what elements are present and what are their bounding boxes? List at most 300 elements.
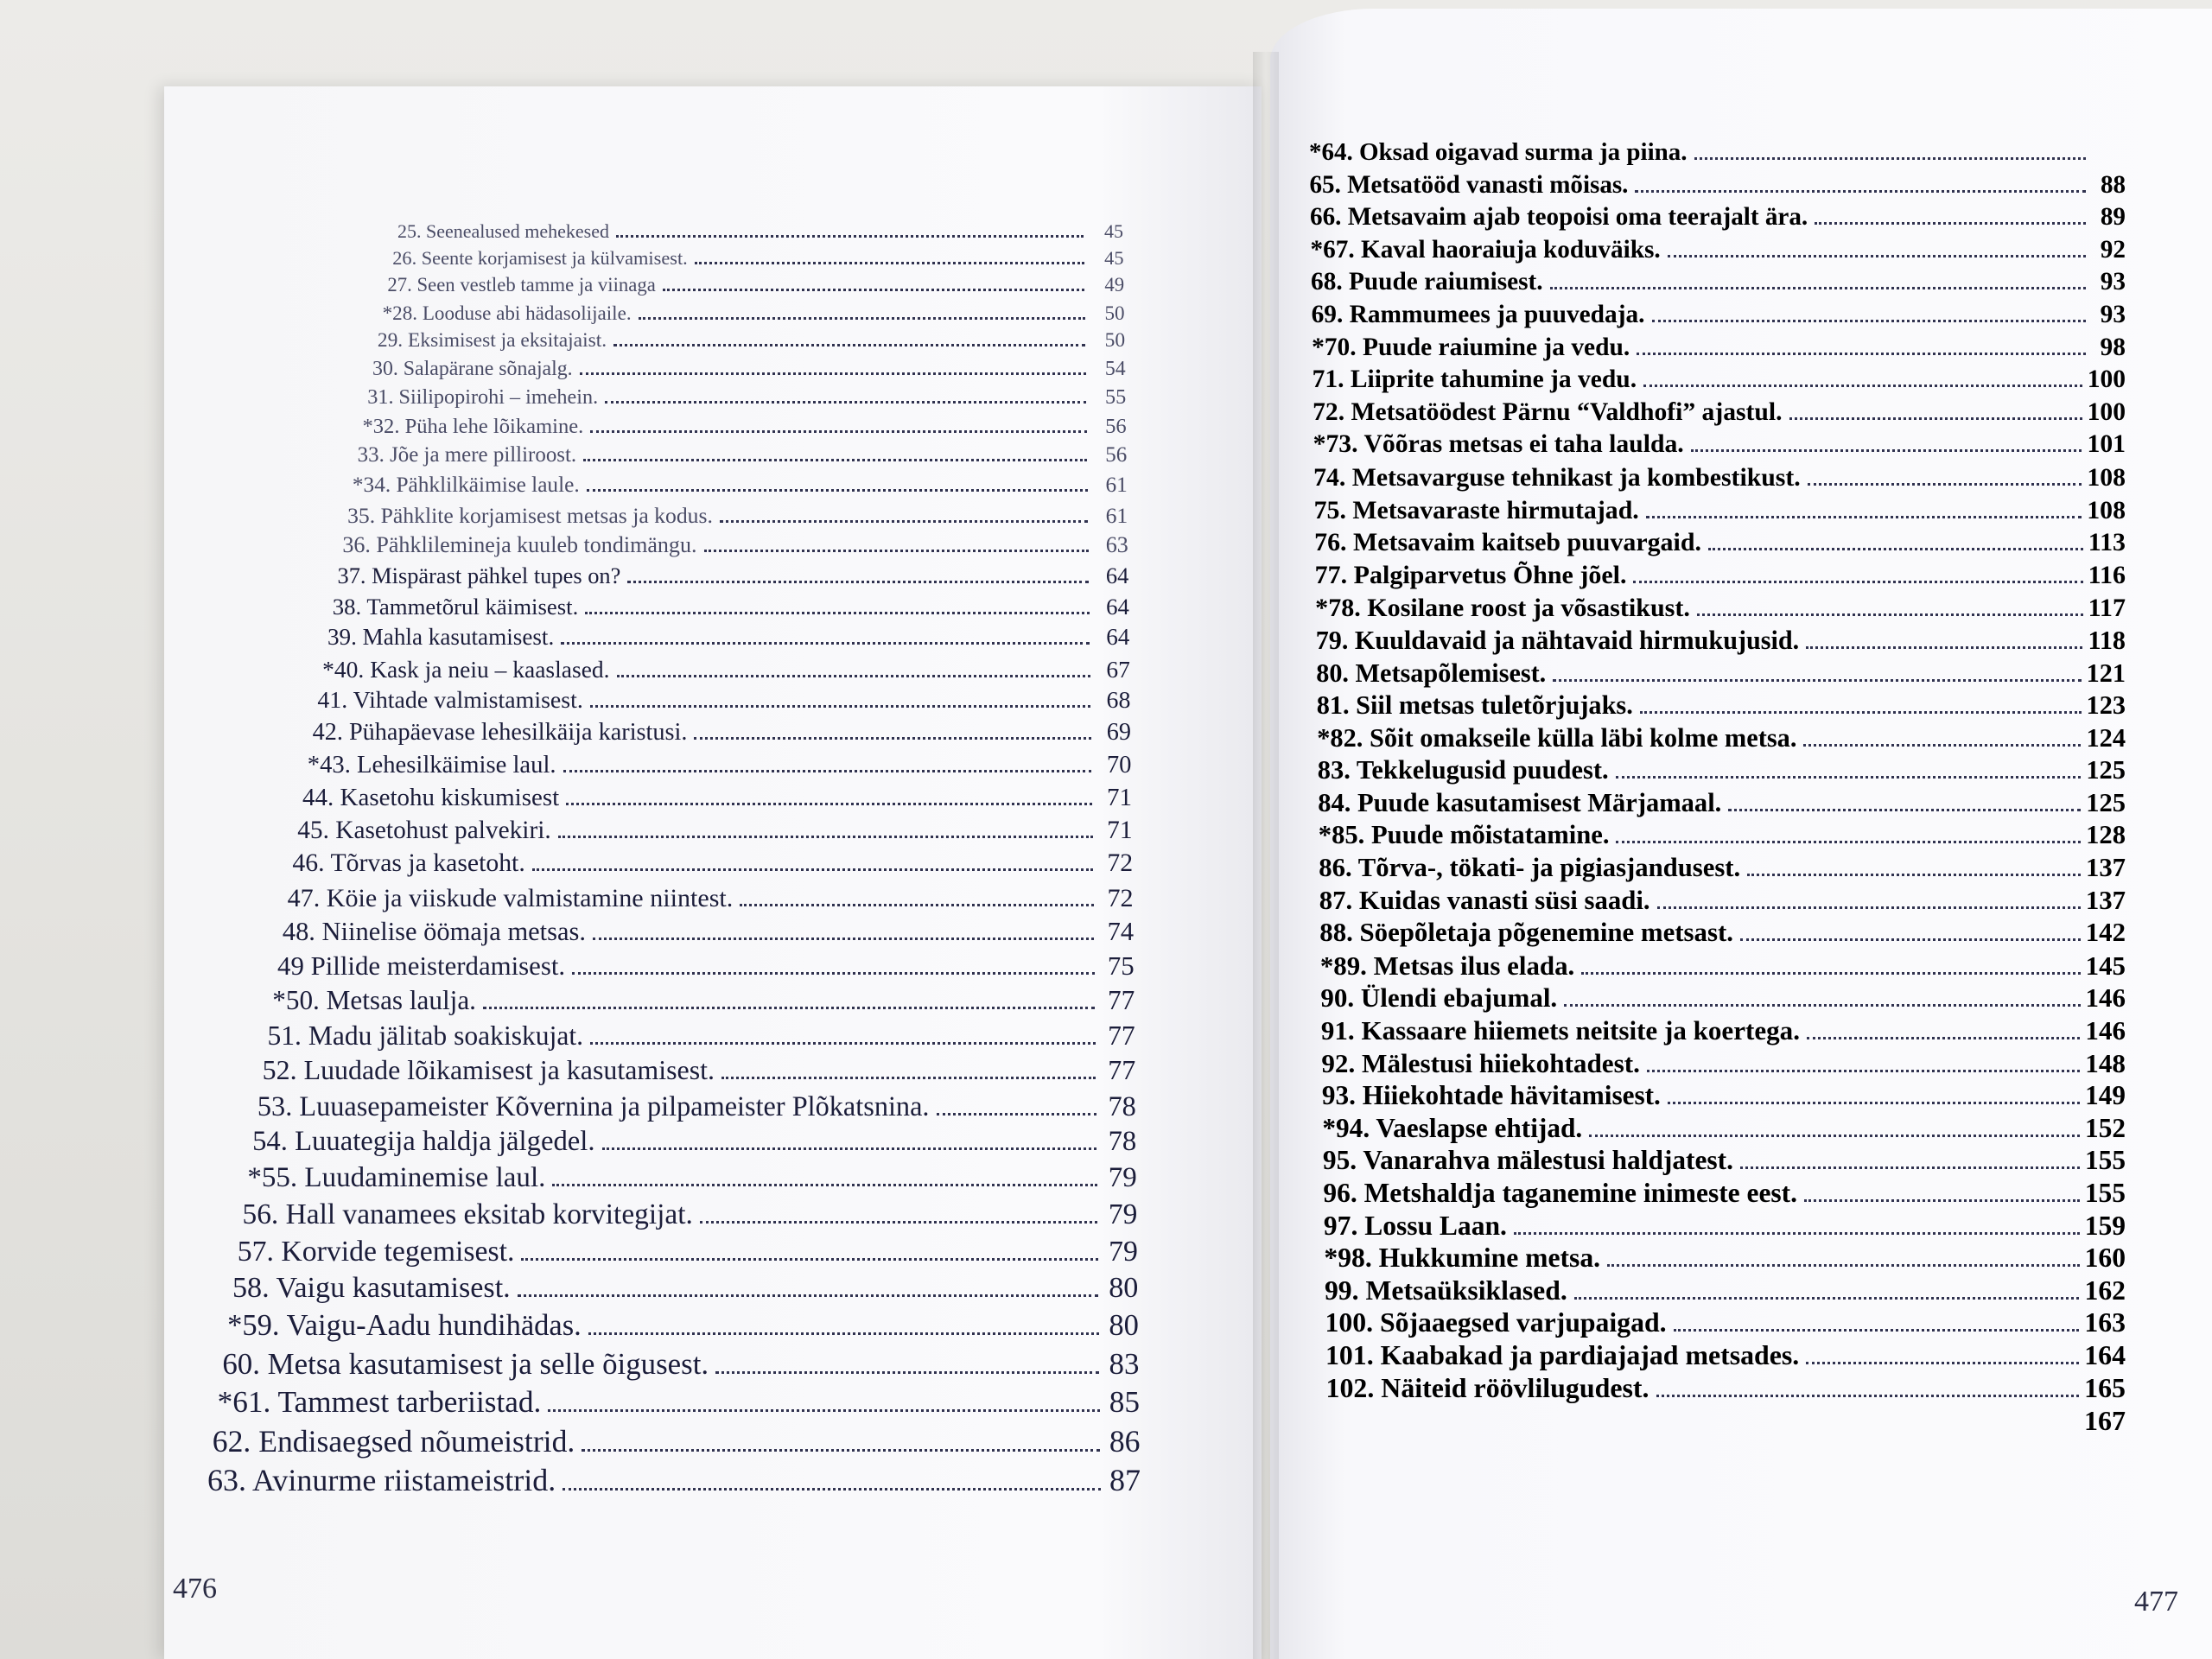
toc-entry — [199, 687, 1175, 719]
toc-entry — [199, 1090, 1175, 1126]
toc-entry-title: 29. Eksimisest ja eksitajaist. — [377, 329, 607, 353]
toc-entry-title: 38. Tammetõrul käimisest. — [332, 593, 579, 620]
toc-entry-page: 128 — [2086, 820, 2126, 850]
toc-entry — [1296, 365, 2126, 398]
toc-entry — [199, 220, 1175, 247]
toc-entry-page: 145 — [2085, 950, 2126, 981]
toc-entry-page: 113 — [2088, 528, 2126, 557]
dot-leader — [1740, 1166, 2080, 1169]
toc-entry-page: 55 — [1104, 385, 1127, 410]
dot-leader — [613, 344, 1085, 346]
toc-entry-title: 41. Vihtade valmistamisest. — [317, 687, 583, 715]
dot-leader — [548, 1409, 1100, 1412]
toc-entry — [1296, 1113, 2126, 1146]
toc-entry-title: 86. Tõrva-, tökati- ja pigiasjandusest. — [1319, 853, 1741, 883]
toc-entry-title: 31. Siilipopirohi – imehein. — [367, 385, 599, 410]
toc-entry — [199, 415, 1175, 444]
toc-entry-page: 77 — [1108, 1055, 1136, 1086]
toc-entry-title: 92. Mälestusi hiiekohtadest. — [1321, 1047, 1640, 1078]
toc-entry — [1296, 1080, 2126, 1113]
dot-leader — [1646, 516, 2082, 518]
toc-entry-page: 49 — [1104, 274, 1125, 296]
toc-entry-page: 79 — [1109, 1235, 1138, 1268]
toc-entry — [1296, 788, 2126, 821]
toc-entry-page: 125 — [2086, 787, 2126, 817]
dot-leader — [1607, 1264, 2080, 1267]
toc-entry — [1296, 301, 2126, 334]
toc-entry-title: 84. Puude kasutamisest Märjamaal. — [1318, 787, 1722, 817]
toc-entry-page: 71 — [1107, 816, 1133, 844]
toc-entry-page: 87 — [1109, 1462, 1141, 1497]
toc-entry-title: 99. Metsaüksiklased. — [1324, 1274, 1567, 1306]
toc-entry-title: 51. Madu jälitab soakiskujat. — [267, 1020, 584, 1051]
dot-leader — [590, 430, 1086, 433]
dot-leader — [1574, 1297, 2080, 1300]
dot-leader — [1640, 711, 2082, 714]
toc-entry-page: 159 — [2084, 1210, 2126, 1241]
toc-entry-page: 123 — [2086, 690, 2126, 721]
toc-entry-page: 146 — [2085, 982, 2126, 1014]
toc-entry-page: 88 — [2100, 170, 2126, 199]
toc-entry-page: 108 — [2087, 495, 2126, 524]
dot-leader — [937, 1113, 1096, 1116]
dot-leader — [582, 1449, 1100, 1452]
toc-entry-page: 142 — [2085, 918, 2126, 948]
toc-entry-title: *98. Hukkumine metsa. — [1324, 1243, 1601, 1274]
toc-entry — [1296, 593, 2126, 626]
toc-entry-title: 57. Korvide tegemisest. — [237, 1235, 515, 1268]
toc-entry — [199, 784, 1175, 817]
toc-entry-page: 116 — [2088, 560, 2126, 589]
toc-entry-title: 93. Hiiekohtade hävitamisest. — [1321, 1080, 1661, 1111]
dot-leader — [627, 581, 1089, 583]
toc-entry — [1296, 203, 2126, 236]
dot-leader — [1808, 483, 2082, 486]
toc-entry — [1296, 1275, 2126, 1308]
toc-entry-page: 70 — [1106, 751, 1132, 779]
toc-entry-page: 71 — [1107, 783, 1132, 811]
toc-entry — [1296, 1405, 2126, 1438]
toc-entry — [199, 751, 1175, 784]
toc-entry — [1296, 528, 2126, 561]
dot-leader — [593, 938, 1094, 940]
toc-entry — [199, 443, 1175, 473]
dot-leader — [1553, 679, 2081, 682]
toc-entry-page: 77 — [1107, 985, 1135, 1016]
toc-entry-title: 54. Luuategija haldja jälgedel. — [252, 1126, 595, 1158]
toc-entry-title: 39. Mahla kasutamisest. — [327, 624, 555, 651]
toc-entry-title: 33. Jõe ja mere pilliroost. — [357, 443, 577, 467]
dot-leader — [483, 1007, 1095, 1009]
toc-entry-page: 79 — [1108, 1162, 1137, 1194]
toc-entry-title: *67. Kaval haoraiuja koduväiks. — [1310, 235, 1661, 264]
dot-leader — [1656, 1395, 2080, 1397]
toc-entry-title: 56. Hall vanamees eksitab korvitegijat. — [242, 1198, 693, 1231]
toc-entry-page: 155 — [2084, 1145, 2126, 1176]
toc-entry-title: 97. Lossu Laan. — [1323, 1210, 1507, 1241]
toc-entry-title: 46. Tõrvas ja kasetoht. — [292, 849, 525, 878]
toc-entry-title: 91. Kassaare hiiemets neitsite ja koertega. — [1320, 1015, 1800, 1046]
toc-entry-page: 108 — [2087, 462, 2126, 492]
toc-entry — [1296, 820, 2126, 853]
toc-entry-page: 165 — [2084, 1372, 2126, 1403]
dot-leader — [572, 972, 1095, 975]
dot-leader — [558, 836, 1093, 838]
toc-entry-page: 125 — [2086, 755, 2126, 785]
toc-entry-page: 64 — [1106, 593, 1129, 620]
toc-entry-page: 124 — [2086, 722, 2126, 753]
toc-entry-title: 49 Pillide meisterdamisest. — [277, 950, 566, 981]
dot-leader — [552, 1184, 1096, 1186]
toc-entry — [199, 1272, 1175, 1309]
toc-entry — [1296, 138, 2126, 171]
dot-leader — [1589, 1135, 2080, 1137]
left-contents-list — [199, 220, 1175, 1501]
toc-entry-page: 80 — [1109, 1309, 1139, 1343]
dot-leader — [1635, 190, 2086, 193]
toc-entry — [199, 849, 1175, 883]
toc-entry-page: 79 — [1108, 1198, 1138, 1231]
toc-entry — [1296, 690, 2126, 723]
toc-entry-title: 87. Kuidas vanasti süsi saadi. — [1319, 885, 1650, 915]
toc-entry — [199, 624, 1175, 655]
toc-entry — [1296, 658, 2126, 691]
toc-entry-page: 50 — [1104, 329, 1126, 353]
toc-entry-page: 78 — [1108, 1090, 1136, 1122]
toc-entry — [1296, 1015, 2126, 1048]
toc-entry-page: 148 — [2085, 1047, 2126, 1078]
toc-entry-page: 50 — [1104, 302, 1125, 325]
toc-entry-title: *70. Puude raiumine ja vedu. — [1312, 333, 1630, 361]
toc-entry-page: 78 — [1108, 1126, 1137, 1158]
toc-entry — [199, 951, 1175, 986]
dot-leader — [1668, 1102, 2080, 1104]
toc-entry-page: 63 — [1105, 532, 1128, 558]
toc-entry-title: 75. Metsavaraste hirmutajad. — [1313, 495, 1639, 524]
toc-entry — [1296, 268, 2126, 301]
toc-entry — [1296, 1211, 2126, 1243]
toc-entry-title: *40. Kask ja neiu – kaaslased. — [322, 655, 610, 683]
toc-entry-title: 65. Metsatööd vanasti mõisas. — [1309, 170, 1629, 199]
toc-entry — [1296, 334, 2126, 366]
toc-entry-page: 160 — [2084, 1243, 2126, 1274]
toc-entry-title: 66. Metsavaim ajab teopoisi oma teerajalt ära. — [1310, 203, 1808, 232]
dot-leader — [602, 1147, 1097, 1150]
toc-entry — [199, 532, 1175, 563]
toc-entry — [1296, 171, 2126, 204]
toc-entry-page: 152 — [2085, 1112, 2126, 1143]
toc-entry-title: 100. Sõjaaegsed varjupaigad. — [1325, 1307, 1667, 1338]
toc-entry-title: 60. Metsa kasutamisest ja selle õigusest. — [222, 1346, 709, 1381]
toc-entry-title: 47. Köie ja viiskude valmistamine niintest. — [287, 882, 734, 912]
toc-entry-title: 90. Ülendi ebajumal. — [1320, 982, 1558, 1014]
toc-entry-title: 77. Palgiparvetus Õhne jõel. — [1314, 560, 1627, 589]
toc-entry — [199, 1020, 1175, 1056]
toc-entry-title: 76. Metsavaim kaitseb puuvargaid. — [1314, 528, 1701, 557]
toc-entry — [199, 1162, 1175, 1198]
dot-leader — [694, 737, 1091, 740]
toc-entry-title: 30. Salapärane sõnajalg. — [372, 357, 573, 380]
toc-entry — [199, 917, 1175, 950]
toc-entry-page: 98 — [2100, 333, 2126, 361]
toc-entry — [1296, 1178, 2126, 1211]
dot-leader — [1514, 1232, 2080, 1235]
toc-entry-title: *50. Metsas laulja. — [272, 985, 476, 1016]
toc-entry — [199, 1055, 1175, 1090]
right-contents-list — [1296, 138, 2126, 1438]
toc-entry — [1296, 236, 2126, 269]
dot-leader — [616, 235, 1084, 238]
toc-entry — [1296, 1373, 2126, 1406]
dot-leader — [518, 1294, 1099, 1297]
toc-entry — [199, 1462, 1175, 1501]
toc-entry — [1296, 1048, 2126, 1081]
toc-entry — [199, 302, 1175, 329]
toc-entry-page: 118 — [2088, 625, 2126, 655]
toc-entry — [199, 985, 1175, 1020]
toc-entry — [1296, 1307, 2126, 1340]
toc-entry-title: 52. Luudade lõikamisest ja kasutamisest. — [262, 1055, 715, 1086]
toc-entry-page: 86 — [1109, 1424, 1141, 1459]
toc-entry-title: *34. Pähklilkäimise laule. — [352, 473, 580, 498]
dot-leader — [1550, 287, 2086, 289]
toc-entry-title: *43. Lehesilkäimise laul. — [307, 751, 556, 779]
toc-entry-title: *85. Puude mõistatamine. — [1318, 820, 1610, 850]
toc-entry-page: 56 — [1105, 443, 1128, 467]
dot-leader — [617, 675, 1090, 677]
dot-leader — [588, 1332, 1099, 1335]
toc-entry-title: 48. Niinelise öömaja metsas. — [282, 917, 586, 947]
dot-leader — [1807, 1037, 2080, 1039]
toc-entry-title: 36. Pähklilemineja kuuleb tondimängu. — [342, 532, 697, 558]
dot-leader — [720, 520, 1088, 523]
toc-entry — [199, 503, 1175, 533]
dot-leader — [587, 489, 1088, 492]
dot-leader — [715, 1371, 1099, 1374]
toc-entry-page: 74 — [1107, 917, 1135, 947]
toc-entry-title: 37. Mispärast pähkel tupes on? — [337, 563, 621, 589]
dot-leader — [1657, 906, 2081, 909]
toc-entry-page: 83 — [1109, 1346, 1140, 1381]
dot-leader — [1815, 222, 2086, 225]
toc-entry-page: 155 — [2084, 1178, 2126, 1208]
toc-entry — [1296, 723, 2126, 756]
toc-entry-title: 101. Kaabakad ja pardiajajad metsades. — [1325, 1339, 1800, 1370]
toc-entry-title: *61. Tammest tarberiistad. — [217, 1384, 542, 1419]
toc-entry — [1296, 950, 2126, 983]
toc-entry — [199, 1126, 1175, 1162]
toc-entry — [199, 656, 1175, 688]
toc-entry — [199, 473, 1175, 502]
toc-entry-title: *89. Metsas ilus elada. — [1319, 950, 1575, 981]
toc-entry-title: *94. Vaeslapse ehtijad. — [1322, 1112, 1583, 1143]
toc-entry — [1296, 918, 2126, 950]
toc-entry-page: 93 — [2100, 300, 2126, 328]
toc-entry-page: 92 — [2100, 235, 2126, 264]
toc-entry-title: 44. Kasetohu kiskumisest — [302, 783, 560, 811]
dot-leader — [1806, 646, 2082, 649]
toc-entry-page: 85 — [1109, 1384, 1140, 1419]
dot-leader — [1728, 809, 2081, 811]
toc-entry — [199, 883, 1175, 917]
toc-entry — [199, 247, 1175, 274]
toc-entry-title: *28. Looduse abi hädasolijaile. — [382, 302, 632, 325]
toc-entry-title: 62. Endisaegsed nõumeistrid. — [212, 1424, 575, 1459]
toc-entry-title: 74. Metsavarguse tehnikast ja kombestikust. — [1313, 462, 1801, 492]
toc-entry-title: 71. Liiprite tahumine ja vedu. — [1312, 365, 1637, 394]
toc-entry — [1296, 1145, 2126, 1178]
toc-entry-title: 35. Pähklite korjamisest metsas ja kodus. — [347, 502, 713, 528]
toc-entry — [1296, 982, 2126, 1015]
toc-entry-title: 80. Metsapõlemisest. — [1316, 658, 1547, 688]
dot-leader — [561, 642, 1090, 645]
toc-entry-title: 102. Näiteid röövlilugudest. — [1325, 1372, 1649, 1403]
dot-leader — [566, 803, 1092, 805]
toc-entry-page: 45 — [1104, 247, 1124, 269]
dot-leader — [1804, 1199, 2080, 1202]
dot-leader — [1668, 255, 2086, 257]
toc-entry-title: 69. Rammumees ja puuvedaja. — [1311, 300, 1645, 328]
toc-entry — [199, 719, 1175, 751]
dot-leader — [721, 1077, 1096, 1079]
toc-entry-title: 72. Metsatöödest Pärnu “Valdhofi” ajastul. — [1313, 397, 1783, 426]
toc-entry-page: 167 — [2084, 1405, 2126, 1437]
toc-entry-page: 72 — [1107, 882, 1134, 912]
toc-entry-page: 137 — [2085, 853, 2126, 883]
toc-entry-title: 58. Vaigu kasutamisest. — [232, 1272, 511, 1305]
toc-entry-page: 64 — [1106, 624, 1130, 651]
dot-leader — [580, 372, 1086, 375]
toc-entry-page: 100 — [2087, 365, 2126, 394]
toc-entry-title: *32. Püha lehe lõikamine. — [362, 414, 584, 438]
toc-entry-title: 79. Kuuldavaid ja nähtavaid hirmukujusid. — [1315, 625, 1800, 655]
toc-entry — [199, 594, 1175, 625]
toc-entry — [1296, 463, 2126, 496]
toc-entry — [199, 1423, 1175, 1462]
toc-entry — [199, 1347, 1175, 1385]
toc-entry-title: *64. Oksad oigavad surma ja piina. — [1309, 138, 1688, 166]
book-gutter — [1253, 52, 1279, 1659]
toc-entry — [199, 1385, 1175, 1423]
toc-entry-title: 45. Kasetohust palvekiri. — [297, 816, 551, 844]
toc-entry-title: *59. Vaigu-Aadu hundihädas. — [227, 1309, 582, 1343]
left-page-number: 476 — [173, 1573, 217, 1605]
dot-leader — [1708, 548, 2083, 550]
toc-entry — [1296, 886, 2126, 918]
toc-entry-title: *82. Sõit omakseile külla läbi kolme metsa. — [1317, 722, 1797, 753]
toc-entry — [1296, 561, 2126, 594]
toc-entry-page: 162 — [2084, 1274, 2126, 1306]
toc-entry-page: 69 — [1106, 718, 1131, 746]
toc-entry-title: 88. Söepõletaja põgenemine metsast. — [1319, 918, 1733, 948]
toc-entry-title: 25. Seenealused mehekesed — [397, 220, 609, 242]
dot-leader — [563, 770, 1092, 772]
dot-leader — [1633, 581, 2082, 583]
toc-entry — [199, 1198, 1175, 1235]
toc-entry-page: 163 — [2084, 1307, 2126, 1338]
toc-entry-page: 75 — [1107, 950, 1135, 981]
toc-entry — [1296, 1243, 2126, 1275]
toc-entry — [199, 817, 1175, 849]
dot-leader — [590, 705, 1091, 708]
toc-entry-title: 26. Seente korjamisest ja külvamisest. — [392, 247, 688, 269]
dot-leader — [1643, 385, 2082, 387]
dot-leader — [1806, 1362, 2079, 1364]
toc-entry — [199, 274, 1175, 302]
toc-entry-title: *73. Võõras metsas ei taha laulda. — [1313, 430, 1684, 459]
dot-leader — [585, 612, 1090, 614]
toc-entry — [199, 385, 1175, 414]
dot-leader — [1691, 449, 2082, 452]
dot-leader — [1616, 776, 2082, 779]
toc-entry — [1296, 1340, 2126, 1373]
dot-leader — [605, 401, 1086, 404]
dot-leader — [563, 1488, 1101, 1491]
toc-entry — [1296, 755, 2126, 788]
dot-leader — [639, 317, 1085, 320]
dot-leader — [1747, 874, 2081, 876]
toc-entry-title: 63. Avinurme riistameistrid. — [207, 1462, 556, 1497]
toc-entry — [1296, 853, 2126, 886]
toc-entry-page: 149 — [2085, 1080, 2126, 1111]
toc-entry-title: 27. Seen vestleb tamme ja viinaga — [387, 274, 656, 296]
toc-entry-page: 137 — [2085, 885, 2126, 915]
toc-entry-page: 80 — [1109, 1272, 1139, 1305]
toc-entry-title: *55. Luudaminemise laul. — [247, 1162, 546, 1194]
toc-entry — [199, 1309, 1175, 1347]
dot-leader — [1581, 972, 2080, 975]
dot-leader — [740, 904, 1093, 906]
toc-entry-page: 101 — [2087, 430, 2126, 459]
dot-leader — [663, 289, 1084, 291]
toc-entry-title: 68. Puude raiumisest. — [1311, 268, 1543, 296]
dot-leader — [590, 1042, 1096, 1045]
toc-entry-page: 61 — [1105, 502, 1128, 528]
toc-entry — [1296, 430, 2126, 463]
toc-entry-page: 72 — [1107, 849, 1134, 878]
dot-leader — [521, 1258, 1097, 1261]
toc-entry — [199, 563, 1175, 593]
toc-entry — [199, 329, 1175, 357]
toc-entry-page: 121 — [2086, 658, 2126, 688]
toc-entry-page: 93 — [2100, 268, 2126, 296]
toc-entry-page: 67 — [1106, 655, 1130, 683]
toc-entry — [1296, 398, 2126, 431]
dot-leader — [695, 262, 1084, 264]
toc-entry-title: 83. Tekkelugusid puudest. — [1317, 755, 1609, 785]
toc-entry-page: 164 — [2084, 1339, 2126, 1370]
toc-entry — [1296, 626, 2126, 658]
toc-entry-title: 95. Vanarahva mälestusi haldjatest. — [1322, 1145, 1733, 1176]
dot-leader — [1637, 353, 2086, 355]
toc-entry-page: 89 — [2100, 203, 2126, 232]
dot-leader — [1564, 1004, 2080, 1007]
toc-entry-page: 146 — [2085, 1015, 2126, 1046]
toc-entry-page: 61 — [1105, 473, 1128, 498]
toc-entry-page: 100 — [2087, 397, 2126, 426]
dot-leader — [532, 868, 1093, 871]
toc-entry-title: 42. Pühapäevase lehesilkäija karistusi. — [312, 718, 688, 746]
toc-entry-page: 54 — [1104, 357, 1126, 380]
toc-entry-title: 96. Metshaldja taganemine inimeste eest. — [1323, 1178, 1797, 1208]
toc-entry-title: 53. Luuasepameister Kõvernina ja pilpameister Plõkatsnina. — [257, 1090, 930, 1122]
toc-entry-page: 64 — [1105, 563, 1129, 589]
dot-leader — [1697, 613, 2083, 616]
toc-entry-title: 81. Siil metsas tuletõrjujaks. — [1316, 690, 1633, 721]
dot-leader — [704, 550, 1089, 552]
dot-leader — [1647, 1070, 2080, 1072]
toc-entry — [199, 358, 1175, 386]
